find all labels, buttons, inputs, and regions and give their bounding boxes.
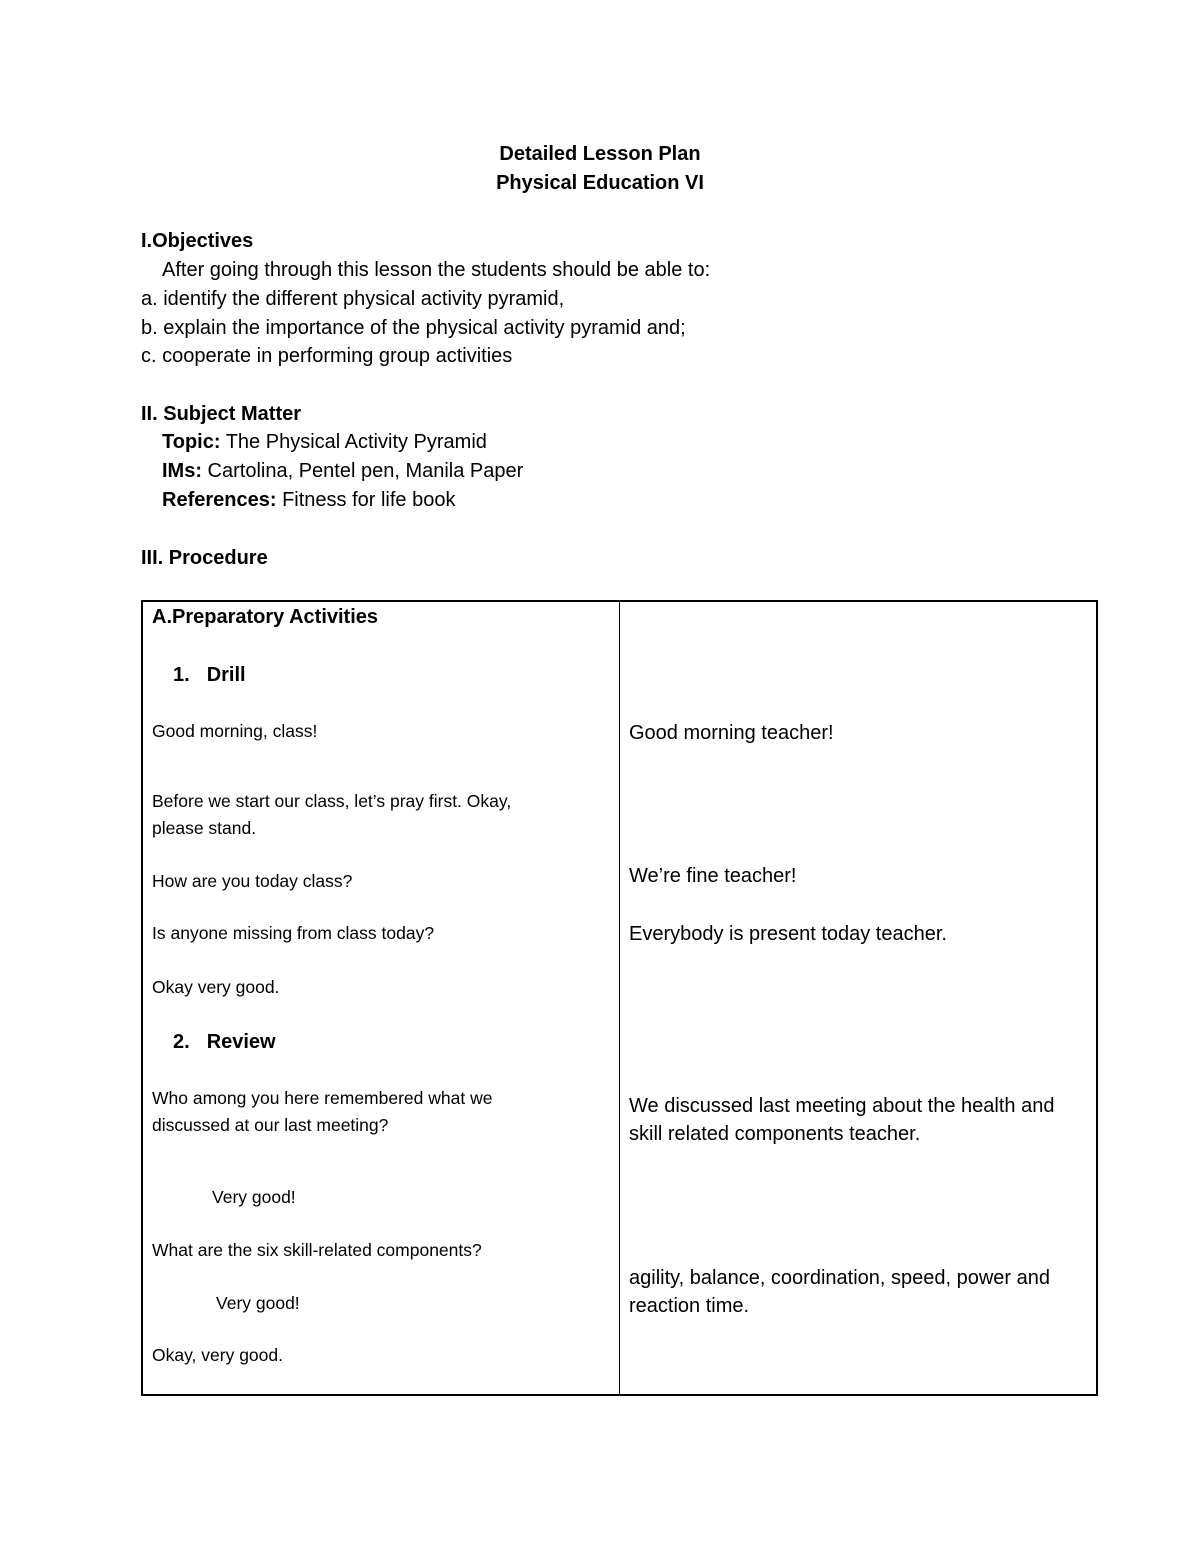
objectives-heading: I.Objectives bbox=[141, 230, 254, 252]
teacher-who-line1: Who among you here remembered what we bbox=[152, 1088, 493, 1108]
student-components-line1: agility, balance, coordination, speed, power and bbox=[629, 1267, 1051, 1289]
teacher-greeting: Good morning, class! bbox=[152, 721, 318, 741]
ims-line bbox=[162, 460, 523, 483]
procedure-table bbox=[141, 600, 1098, 1396]
topic-value: The Physical Activity Pyramid bbox=[220, 431, 487, 453]
section-a-heading: A.Preparatory Activities bbox=[152, 606, 379, 628]
teacher-missing: Is anyone missing from class today? bbox=[152, 923, 435, 943]
objective-item: b. explain the importance of the physical activity pyramid and; bbox=[141, 317, 686, 339]
procedure-heading: III. Procedure bbox=[141, 547, 268, 569]
column-divider bbox=[619, 602, 620, 1394]
references-line bbox=[162, 489, 455, 512]
references-label: References: bbox=[162, 489, 277, 511]
teacher-six-skill: What are the six skill-related components? bbox=[152, 1240, 482, 1260]
subject-matter-heading: II. Subject Matter bbox=[141, 403, 302, 425]
student-present: Everybody is present today teacher. bbox=[629, 923, 947, 945]
ims-value: Cartolina, Pentel pen, Manila Paper bbox=[202, 460, 524, 482]
references-value: Fitness for life book bbox=[276, 489, 456, 511]
teacher-pray-line1: Before we start our class, let’s pray first. Okay, bbox=[152, 791, 512, 811]
topic-label: Topic: bbox=[162, 431, 221, 453]
objective-item: a. identify the different physical activity pyramid, bbox=[141, 288, 565, 310]
review-label: Review bbox=[206, 1031, 276, 1053]
teacher-who-line2: discussed at our last meeting? bbox=[152, 1115, 389, 1135]
student-fine: We’re fine teacher! bbox=[629, 865, 797, 887]
student-greeting: Good morning teacher! bbox=[629, 722, 834, 744]
drill-label: Drill bbox=[206, 664, 246, 686]
teacher-pray-line2: please stand. bbox=[152, 818, 257, 838]
student-discussed-line2: skill related components teacher. bbox=[629, 1123, 921, 1145]
teacher-how-are-you: How are you today class? bbox=[152, 871, 353, 891]
teacher-very-good-2: Very good! bbox=[216, 1293, 300, 1313]
student-discussed-line1: We discussed last meeting about the health and bbox=[629, 1095, 1055, 1117]
review-number: 2. bbox=[173, 1031, 190, 1053]
page-subtitle: Physical Education VI bbox=[496, 172, 704, 194]
teacher-okay-good: Okay very good. bbox=[152, 977, 280, 997]
topic-line bbox=[162, 431, 487, 454]
teacher-very-good-1: Very good! bbox=[212, 1187, 296, 1207]
drill-heading bbox=[173, 664, 246, 687]
drill-number: 1. bbox=[173, 664, 190, 686]
objectives-intro: After going through this lesson the students should be able to: bbox=[162, 259, 711, 281]
review-heading bbox=[173, 1031, 276, 1054]
teacher-okay-very-good: Okay, very good. bbox=[152, 1345, 283, 1365]
objective-item: c. cooperate in performing group activities bbox=[141, 345, 513, 367]
ims-label: IMs: bbox=[162, 460, 202, 482]
page-title: Detailed Lesson Plan bbox=[499, 143, 701, 165]
student-components-line2: reaction time. bbox=[629, 1295, 750, 1317]
